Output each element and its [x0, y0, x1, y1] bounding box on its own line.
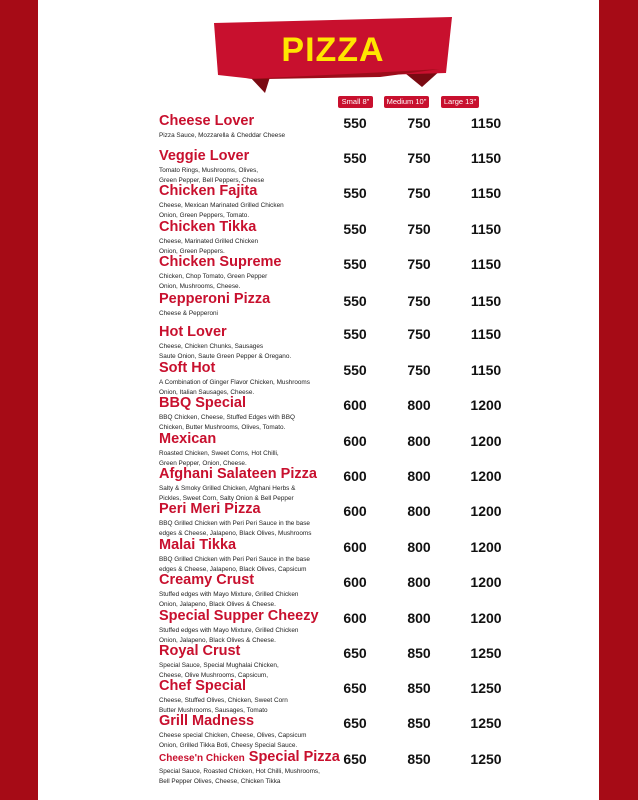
size-header-large: Large 13": [441, 96, 479, 108]
price-medium: 800: [407, 574, 431, 590]
item-description: Cheese, Mexican Marinated Grilled Chicken Onion, Green Peppers, Tomato.: [159, 202, 284, 219]
item-description: Stuffed edges with Mayo Mixture, Grilled Chicken Onion, Jalapeno, Black Olives & Cheese.: [159, 627, 299, 644]
price-medium: 800: [407, 468, 431, 484]
item-name: Royal Crust: [159, 643, 241, 659]
item-description: BBQ Grilled Chicken with Peri Peri Sauce in the base edges & Cheese, Jalapeno, Black Olives, Capsicum: [159, 556, 310, 573]
price-small: 550: [343, 221, 367, 237]
item-name: Hot Lover: [159, 324, 227, 340]
item-description: Stuffed edges with Mayo Mixture, Grilled Chicken Onion, Jalapeno, Black Olives & Cheese.: [159, 591, 299, 608]
item-description: BBQ Grilled Chicken with Peri Peri Sauce in the base edges & Cheese, Jalapeno, Black Olives, Mushrooms: [159, 520, 312, 537]
price-large: 1200: [470, 468, 502, 484]
item-description: Tomato Rings, Mushrooms, Olives, Green Pepper, Bell Peppers, Cheese: [159, 167, 265, 184]
item-name: Mexican: [159, 431, 217, 447]
price-small: 650: [343, 680, 367, 696]
item-description: Pizza Sauce, Mozzarella & Cheddar Cheese: [159, 132, 286, 139]
price-small: 600: [343, 503, 367, 519]
price-large: 1200: [470, 610, 502, 626]
price-large: 1150: [470, 362, 502, 378]
title-banner: [210, 17, 456, 93]
price-large: 1150: [470, 293, 502, 309]
item-name: Chicken Supreme: [159, 254, 282, 270]
item-description: Cheese & Pepperoni: [159, 310, 218, 317]
item-description: Special Sauce, Special Mughalai Chicken, Cheese, Olive Mushrooms, Capsicum,: [159, 662, 279, 679]
menu-page: [38, 0, 599, 800]
item-description: Cheese, Stuffed Olives, Chicken, Sweet Corn Butter Mushrooms, Sausages, Tomato: [159, 697, 288, 714]
item-name: Chef Special: [159, 678, 247, 694]
price-medium: 850: [407, 715, 431, 731]
price-small: 550: [343, 326, 367, 342]
price-small: 600: [343, 574, 367, 590]
price-large: 1150: [470, 185, 502, 201]
price-medium: 750: [407, 150, 431, 166]
price-small: 550: [343, 293, 367, 309]
price-large: 1150: [470, 256, 502, 272]
page-title: PIZZA: [281, 31, 385, 69]
price-medium: 850: [407, 680, 431, 696]
price-small: 650: [343, 751, 367, 767]
item-description: Cheese special Chicken, Cheese, Olives, Capsicum Onion, Grilled Tikka Boti, Cheesy Special Sauce.: [159, 732, 307, 749]
price-medium: 750: [407, 293, 431, 309]
price-small: 600: [343, 468, 367, 484]
price-medium: 800: [407, 539, 431, 555]
item-name: Afghani Salateen Pizza: [159, 466, 317, 482]
price-small: 550: [343, 150, 367, 166]
price-small: 600: [343, 433, 367, 449]
price-medium: 750: [407, 115, 431, 131]
price-small: 600: [343, 610, 367, 626]
price-medium: 850: [407, 751, 431, 767]
price-large: 1250: [470, 751, 502, 767]
price-small: 550: [343, 185, 367, 201]
price-large: 1150: [470, 150, 502, 166]
item-description: Roasted Chicken, Sweet Corns, Hot Chilli, Green Pepper, Onion, Cheese.: [159, 450, 279, 467]
price-large: 1150: [470, 221, 502, 237]
item-name: Chicken Tikka: [159, 219, 257, 235]
size-header-small: Small 8": [338, 96, 373, 108]
item-name: [159, 748, 340, 768]
item-name: Pepperoni Pizza: [159, 291, 271, 307]
price-small: 600: [343, 397, 367, 413]
item-name: Special Supper Cheezy: [159, 608, 319, 624]
item-name: Soft Hot: [159, 360, 216, 376]
size-header-medium: Medium 10": [384, 96, 429, 108]
price-medium: 750: [407, 362, 431, 378]
item-description: Special Sauce, Roasted Chicken, Hot Chilli, Mushrooms, Bell Pepper Olives, Cheese, Chicken Tikka: [159, 768, 320, 785]
item-name: Grill Madness: [159, 713, 255, 729]
price-small: 550: [343, 362, 367, 378]
price-medium: 800: [407, 503, 431, 519]
price-large: 1200: [470, 574, 502, 590]
price-medium: 750: [407, 185, 431, 201]
item-name: Peri Meri Pizza: [159, 501, 261, 517]
price-large: 1150: [470, 115, 502, 131]
price-small: 650: [343, 645, 367, 661]
item-name: Cheese Lover: [159, 113, 255, 129]
price-small: 650: [343, 715, 367, 731]
price-large: 1200: [470, 433, 502, 449]
item-description: Salty & Smoky Grilled Chicken, Afghani Herbs & Pickles, Sweet Corn, Salty Onion & Bell Pepper: [159, 485, 296, 502]
price-medium: 850: [407, 645, 431, 661]
item-name: Creamy Crust: [159, 572, 255, 588]
price-large: 1200: [470, 503, 502, 519]
price-large: 1250: [470, 645, 502, 661]
price-large: 1250: [470, 680, 502, 696]
price-small: 600: [343, 539, 367, 555]
item-description: Cheese, Chicken Chunks, Sausages Saute Onion, Saute Green Pepper & Oregano.: [159, 343, 292, 360]
price-medium: 800: [407, 397, 431, 413]
price-medium: 750: [407, 256, 431, 272]
item-name: Malai Tikka: [159, 537, 237, 553]
item-description: A Combination of Ginger Flavor Chicken, Mushrooms Onion, Italian Sausages, Cheese.: [159, 379, 310, 396]
item-name: Chicken Fajita: [159, 183, 258, 199]
price-large: 1150: [470, 326, 502, 342]
price-small: 550: [343, 256, 367, 272]
item-name: Veggie Lover: [159, 148, 250, 164]
price-medium: 750: [407, 221, 431, 237]
item-description: Chicken, Chop Tomato, Green Pepper Onion, Mushrooms, Cheese.: [159, 273, 268, 290]
price-large: 1250: [470, 715, 502, 731]
price-large: 1200: [470, 539, 502, 555]
price-medium: 800: [407, 433, 431, 449]
item-description: BBQ Chicken, Cheese, Stuffed Edges with BBQ Chicken, Butter Mushrooms, Olives, Tomato.: [159, 414, 295, 431]
price-small: 550: [343, 115, 367, 131]
price-medium: 800: [407, 610, 431, 626]
item-name-main: Special Pizza: [248, 749, 340, 765]
price-large: 1200: [470, 397, 502, 413]
price-medium: 750: [407, 326, 431, 342]
item-description: Cheese, Marinated Grilled Chicken Onion, Green Peppers.: [159, 238, 259, 255]
item-name: BBQ Special: [159, 395, 247, 411]
item-name-prefix: Cheese'n Chicken: [159, 753, 245, 764]
